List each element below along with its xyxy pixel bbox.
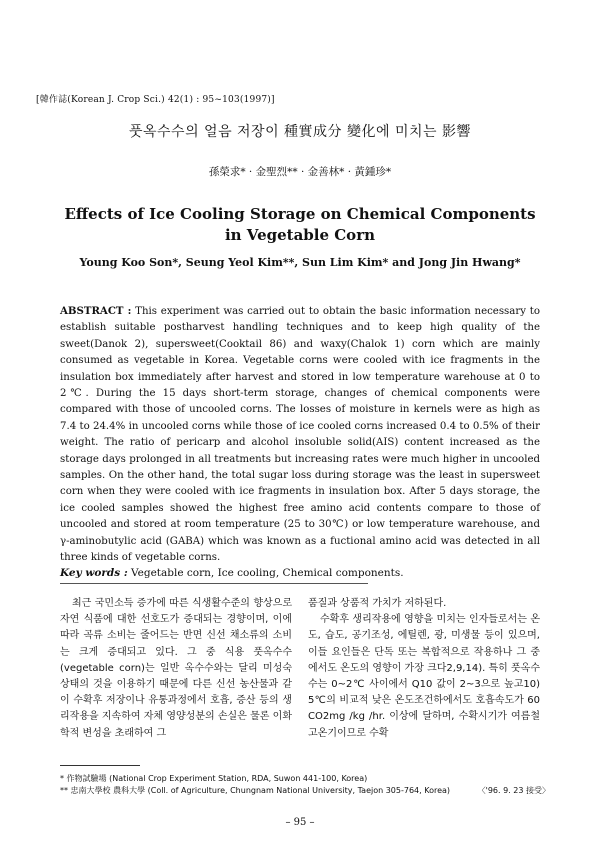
keywords-underline bbox=[60, 583, 368, 584]
korean-authors: 孫榮求* · 金聖烈** · 金善林* · 黃鍾珍* bbox=[208, 166, 392, 178]
korean-title: 풋옥수수의 얼음 저장이 種實成分 變化에 미치는 影響 bbox=[128, 124, 472, 140]
footnote-divider bbox=[60, 765, 140, 766]
received-date: 〈'96. 9. 23 接受〉 bbox=[477, 786, 550, 795]
body-paragraph: 수확후 생리작용에 영향을 미치는 인자들로서는 온도, 습도, 공기조성, 에틸렌, 광, 미생물 등이 있으며, 이들 요인들은 단독 또는 복합적으로 작용하나 그 중에서도 온도의 영향이 가장 크다2,9,14). 특히 풋옥수수는 0~2℃ 사이에서 Q10 값이 2~3으로 높고10) 5℃의 비교적 낮은 온도조건하에서도 호흡속도가 60 CO2mg /kg /hr. 이상에 달하며, 수확시기가 여름철 고온기이므로 수확 bbox=[308, 614, 540, 739]
journal-citation: [韓作誌(Korean J. Crop Sci.) 42(1) : 95~103(1997)] bbox=[36, 95, 275, 105]
keywords-label: Key words : bbox=[60, 567, 128, 579]
abstract-text: This experiment was carried out to obtain the basic information necessary to establish suitable postharvest handling techniques and to keep high quality of the sweet(Danok 2), supersweet(Cooktail 86) and waxy(Chalok 1) corn which are mainly consumed as vegetable in Korea. Vegetable corns were cooled with ice fragments in the insulation box immediately after harvest and stored in low temperature warehouse at 0 to 2℃. During the 15 days short-term storage, changes of chemical components were compared with those of uncooled corns. The losses of moisture in kernels were as high as 7.4 to 24.4% in uncooled corns while those of ice cooled corns increased 0.4 to 0.5% of their weight. The ratio of pericarp and alcohol insoluble solid(AIS) content increased as the storage days prolonged in all treatments but increasing rates were much higher in uncooled samples. On the other hand, the total sugar loss during storage was the least in supersweet corn when they were cooled with ice fragments in insulation box. After 5 days storage, the ice cooled samples showed the highest free amino acid contents compare to those of uncooled and stored at room temperature (25 to 30℃) or low temperature warehouse, and γ-aminobutylic acid (GABA) which was known as a fuctional amino acid was detected in all three kinds of vegetable corns. bbox=[60, 306, 540, 564]
english-title-line2: in Vegetable Corn bbox=[224, 226, 375, 244]
body-paragraph: 최근 국민소득 증가에 따른 식생활수준의 향상으로 자연 식품에 대한 선호도가 증대되는 경향이며, 이에 따라 곡류 소비는 줄어드는 반면 신선 채소류의 소비는 크게 증대되고 있다. 그 중 식용 풋옥수수(vegetable corn)는 일반 옥수수와는 달리 미성숙 상태의 것을 이용하기 때문에 다른 신선 농산물과 같이 수확후 저장이나 유통과정에서 호흡, 증산 등의 생리작용을 지속하여 자체 영양성분의 손실은 물론 이화학적 변성을 초래하여 그 bbox=[60, 598, 292, 739]
footnote-2 bbox=[60, 785, 560, 796]
keywords-text: Vegetable corn, Ice cooling, Chemical components. bbox=[127, 567, 404, 579]
footnote-1: * 作物試驗場 (National Crop Experiment Station, RDA, Suwon 441-100, Korea) bbox=[60, 774, 368, 783]
keywords bbox=[60, 567, 540, 579]
body-column-left bbox=[60, 596, 292, 742]
english-title bbox=[0, 204, 600, 246]
english-title-line1: Effects of Ice Cooling Storage on Chemical Components bbox=[64, 205, 536, 223]
body-column-right bbox=[308, 596, 540, 742]
body-paragraph: 품질과 상품적 가치가 저하된다. bbox=[308, 598, 447, 609]
footnote-2-text: ** 忠南大學校 農科大學 (Coll. of Agriculture, Chungnam National University, Taejon 305-764, Korea) bbox=[60, 786, 451, 795]
abstract bbox=[60, 303, 540, 567]
abstract-label: ABSTRACT : bbox=[60, 305, 132, 317]
english-authors: Young Koo Son*, Seung Yeol Kim**, Sun Lim Kim* and Jong Jin Hwang* bbox=[79, 256, 521, 269]
page-number: – 95 – bbox=[285, 817, 315, 828]
